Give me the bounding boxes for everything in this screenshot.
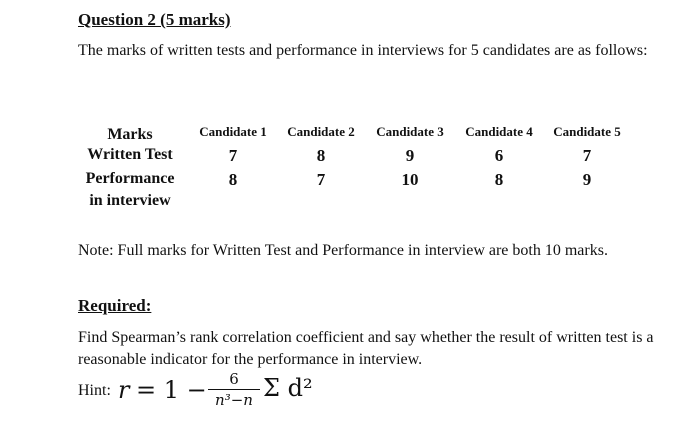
table-cell: 8 [494, 170, 504, 189]
column-header: Candidate 2 [287, 124, 355, 139]
hint-label: Hint: [78, 382, 111, 399]
table-cell: 7 [316, 170, 326, 189]
formula-equals: = 1 − [136, 376, 207, 404]
formula-lhs: r [118, 376, 130, 404]
column-header: Candidate 4 [465, 124, 533, 139]
table-cell: 7 [582, 146, 592, 165]
formula-sum-term: Σ d² [263, 374, 313, 402]
column-header: Candidate 5 [553, 124, 621, 139]
table-cell: 9 [582, 170, 592, 189]
column-header: Candidate 1 [199, 124, 267, 139]
row-label-written-test: Written Test [87, 146, 173, 163]
row-label-performance: Performance [85, 170, 175, 187]
fraction-bar [208, 389, 260, 390]
row-label-performance-line2: in interview [89, 192, 171, 209]
question-intro: The marks of written tests and performance in interviews for 5 candidates are as follows: [78, 42, 648, 59]
table-cell: 8 [316, 146, 326, 165]
task-text: Find Spearman’s rank correlation coefficient and say whether the result of written test is a reasonable indicator for the performance in interview. [78, 329, 654, 368]
table-cell: 8 [228, 170, 238, 189]
table-cell: 6 [494, 146, 504, 165]
note-text: Note: Full marks for Written Test and Performance in interview are both 10 marks. [78, 242, 608, 259]
formula-denominator: n³−n [215, 391, 253, 409]
table-cell: 9 [405, 146, 415, 165]
question-title: Question 2 (5 marks) [78, 10, 231, 29]
formula-numerator: 6 [229, 370, 239, 388]
table-cell: 7 [228, 146, 238, 165]
table-corner-label: Marks [107, 126, 153, 143]
column-header: Candidate 3 [376, 124, 444, 139]
required-heading: Required: [78, 296, 152, 315]
table-cell: 10 [401, 170, 419, 189]
formula-fraction [208, 370, 260, 409]
